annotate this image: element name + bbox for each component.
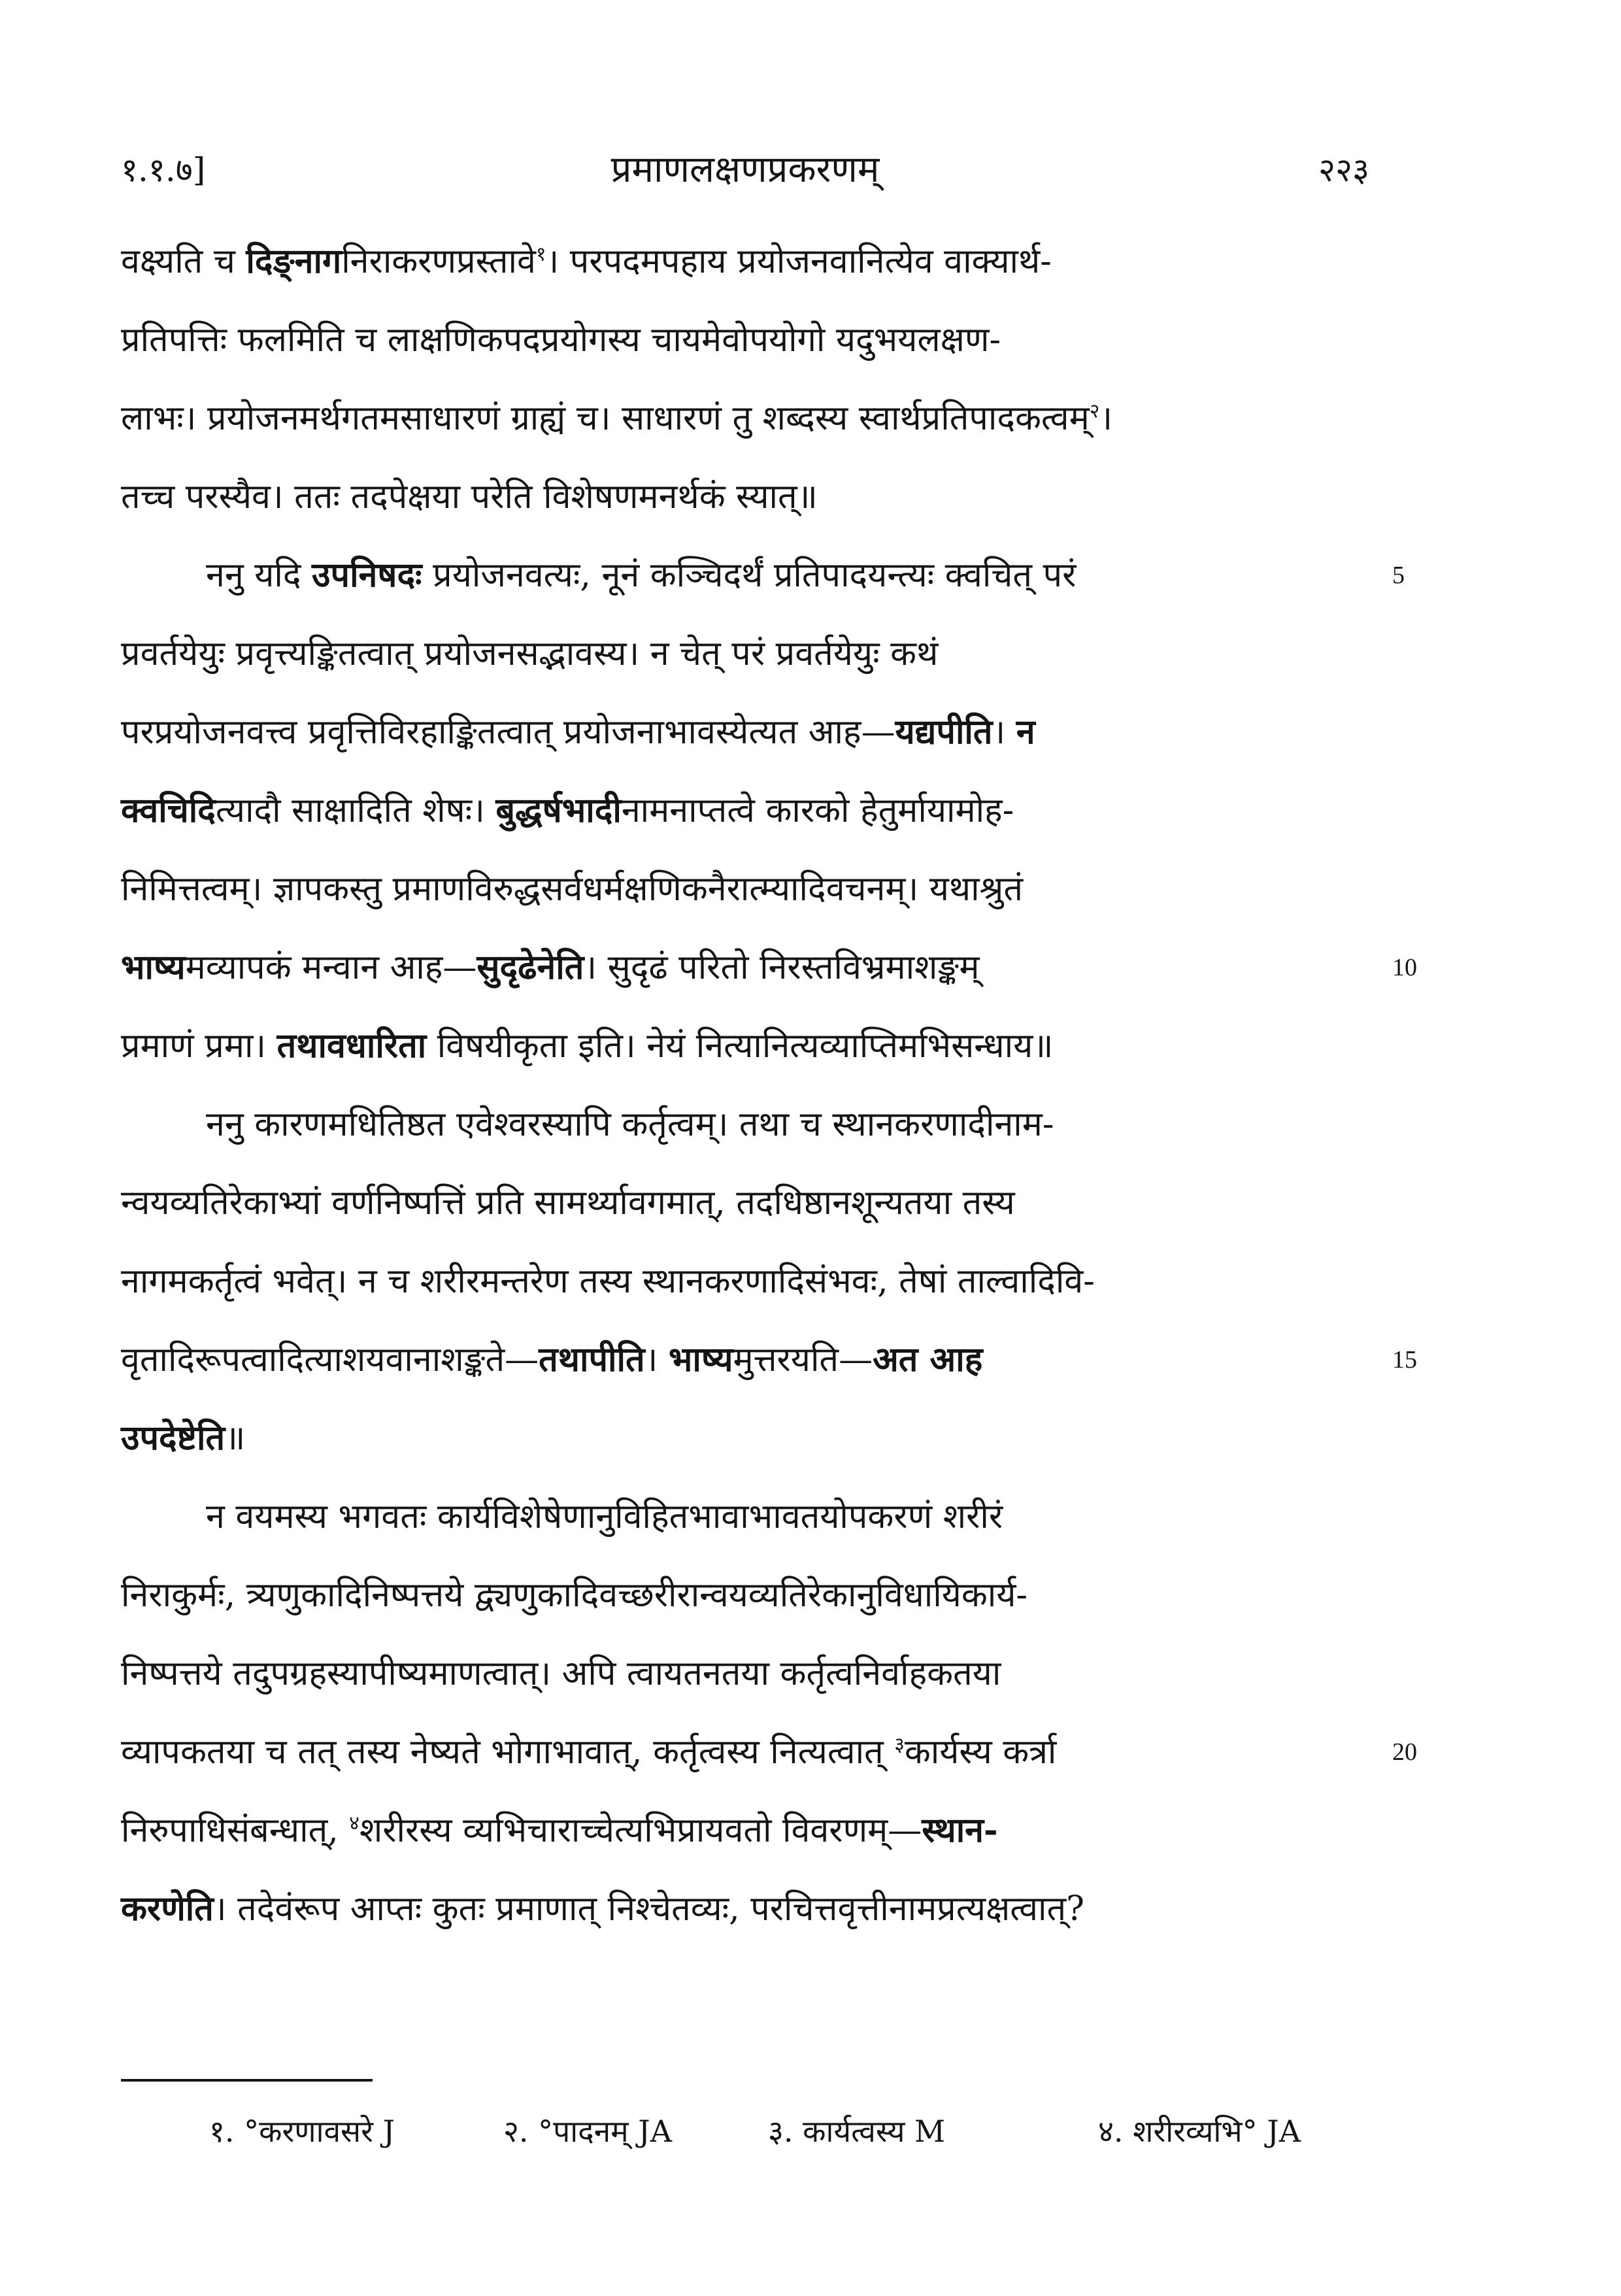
footnotes — [209, 2105, 1373, 2157]
footnote-marker: ४ — [349, 1812, 359, 1835]
text-segment: वक्ष्यति च — [121, 242, 246, 281]
text-segment: मुत्तरयति— — [733, 1340, 873, 1379]
text-line — [121, 928, 1369, 1007]
text-line — [121, 771, 1369, 850]
text-line — [121, 1164, 1369, 1242]
text-segment: वृतादिरूपत्वादित्याशयवानाशङ्कते— — [121, 1340, 539, 1379]
text-segment: । — [992, 713, 1016, 752]
text-line — [121, 1399, 1369, 1477]
text-segment: ननु कारणमधितिष्ठत एवेश्वरस्यापि कर्तृत्वम्। तथा च स्थानकरणादीनाम- — [206, 1105, 1054, 1144]
text-segment: । सुदृढं परितो निरस्तविभ्रमाशङ्कम् — [584, 948, 980, 987]
line-number: 15 — [1392, 1346, 1417, 1374]
text-segment: नामनाप्तत्वे कारको हेतुर्मायामोह- — [621, 791, 1014, 830]
bold-lemma: भाष्य — [121, 947, 186, 987]
text-segment: न वयमस्य भगवतः कार्यविशेषेणानुविहितभावाभावतयोपकरणं शरीरं — [206, 1497, 1003, 1536]
text-segment: । तदेवंरूप आप्तः कुतः प्रमाणात् निश्चेतव्यः, परचित्तवृत्तीनामप्रत्यक्षत्वात्? — [213, 1889, 1084, 1929]
text-segment: त्यादौ साक्षादिति शेषः। — [215, 791, 496, 830]
bold-lemma: करणेति — [121, 1889, 214, 1929]
bold-lemma: उपदेष्टेति — [121, 1418, 226, 1458]
text-segment: निराकुर्मः, त्र्यणुकादिनिष्पत्तये द्व्यणुकादिवच्छरीरान्वयव्यतिरेकानुविधायिकार्य- — [121, 1576, 1028, 1615]
text-line — [121, 222, 1369, 301]
text-segment: न्वयव्यतिरेकाभ्यां वर्णनिष्पत्तिं प्रति सामर्थ्यावगमात्, तदधिष्ठानशून्यतया तस्य — [121, 1183, 1015, 1223]
text-segment: तच्च परस्यैव। ततः तदपेक्षया परेति विशेषणमनर्थकं स्यात्॥ — [121, 477, 818, 516]
footnote-2: २. °पादनम् JA — [503, 2114, 672, 2149]
text-segment: प्रमाणं प्रमा। — [121, 1026, 277, 1066]
text-segment: निराकरणप्रस्तावे — [341, 242, 536, 281]
text-line — [121, 1477, 1369, 1556]
text-line — [121, 1791, 1369, 1870]
footnote-marker: १ — [535, 243, 546, 266]
main-text — [121, 222, 1369, 1948]
text-line — [121, 1242, 1369, 1321]
text-line — [121, 301, 1369, 379]
text-segment: । — [644, 1340, 669, 1379]
text-line — [121, 850, 1369, 928]
text-line — [121, 379, 1369, 458]
line-number: 10 — [1392, 954, 1417, 981]
text-segment: निमित्तत्वम्। ज्ञापकस्तु प्रमाणविरुद्धसर्वधर्मक्षणिकनैरात्म्यादिवचनम्। यथाश्रुतं — [121, 869, 1024, 909]
bold-lemma: सुदृढेनेति — [476, 947, 584, 987]
bold-lemma: अत आह — [873, 1340, 983, 1379]
bold-lemma: बुद्धर्षभादी — [495, 790, 622, 830]
bold-lemma: क्वचिदि — [121, 790, 216, 830]
text-segment: ननु यदि — [206, 556, 312, 595]
footnote-1: १. °करणावसरे J — [209, 2114, 395, 2149]
text-segment: व्यापकतया च तत् तस्य नेष्यते भोगाभावात्, कर्तृत्वस्य नित्यत्वात् — [121, 1732, 895, 1772]
bold-lemma: भाष्य — [668, 1340, 733, 1379]
footnote-4: ४. शरीरव्यभि° JA — [1098, 2114, 1301, 2149]
text-segment: कार्यस्य कर्त्रा — [904, 1732, 1057, 1772]
text-segment: प्रवर्तयेयुः प्रवृत्त्यङ्कितत्वात् प्रयोजनसद्भावस्य। न चेत् परं प्रवर्तयेयुः कथं — [121, 634, 939, 673]
text-segment: लाभः। प्रयोजनमर्थगतमसाधारणं ग्राह्यं च। साधारणं तु शब्दस्य स्वार्थप्रतिपादकत्वम् — [121, 399, 1090, 438]
line-number: 20 — [1392, 1738, 1417, 1766]
text-line — [121, 693, 1369, 771]
text-line — [121, 536, 1369, 615]
text-segment: नागमकर्तृत्वं भवेत्। न च शरीरमन्तरेण तस्य स्थानकरणादिसंभवः, तेषां ताल्वादिवि- — [121, 1262, 1095, 1301]
text-segment: । — [1099, 399, 1113, 438]
text-line — [121, 1321, 1369, 1399]
text-line — [121, 1870, 1369, 1948]
chapter-title: प्रमाणलक्षणप्रकरणम् — [610, 148, 880, 191]
bold-lemma: तथापीति — [539, 1340, 645, 1379]
text-line — [121, 1634, 1369, 1713]
text-segment: निरुपाधिसंबन्धात्, — [121, 1811, 350, 1850]
text-segment: शरीरस्य व्यभिचाराच्चेत्यभिप्रायवतो विवरणम्— — [359, 1811, 922, 1850]
text-segment: मव्यापकं मन्वान आह— — [185, 948, 477, 987]
text-segment: निष्पत्तये तदुपग्रहस्यापीष्यमाणत्वात्। अपि त्वायतनतया कर्तृत्वनिर्वाहकतया — [121, 1654, 1001, 1693]
footnote-separator — [121, 2079, 373, 2082]
bold-lemma: दिङ्नाग — [246, 241, 342, 281]
text-segment: प्रतिपत्तिः फलमिति च लाक्षणिकपदप्रयोगस्य चायमेवोपयोगो यदुभयलक्षण- — [121, 320, 1001, 360]
text-line — [121, 1713, 1369, 1791]
footnote-3: ३. कार्यत्वस्य M — [768, 2114, 946, 2149]
text-segment: परप्रयोजनवत्त्व प्रवृत्तिविरहाङ्कितत्वात् प्रयोजनाभावस्येत्यत आह— — [121, 713, 895, 752]
text-segment: ॥ — [225, 1419, 246, 1458]
page-number: २२३ — [1318, 151, 1369, 189]
text-line — [121, 1085, 1369, 1164]
text-line — [121, 458, 1369, 536]
bold-lemma: यद्यपीति — [895, 712, 993, 752]
footnote-marker: ३ — [894, 1733, 905, 1757]
bold-lemma: न — [1016, 712, 1035, 752]
text-segment: । परपदमपहाय प्रयोजनवानित्येव वाक्यार्थ- — [546, 242, 1052, 281]
running-head — [121, 131, 1369, 209]
bold-lemma: उपनिषदः — [312, 555, 422, 595]
text-line — [121, 1556, 1369, 1634]
bold-lemma: स्थान- — [922, 1810, 998, 1850]
text-line — [121, 615, 1369, 693]
text-line — [121, 1007, 1369, 1085]
text-segment: विषयीकृता इति। नेयं नित्यानित्यव्याप्तिमभिसन्धाय॥ — [426, 1026, 1054, 1066]
footnote-marker: २ — [1089, 399, 1100, 423]
text-segment: प्रयोजनवत्यः, नूनं कञ्चिदर्थं प्रतिपादयन्त्यः क्वचित् परं — [422, 556, 1077, 595]
bold-lemma: तथावधारिता — [276, 1026, 427, 1066]
section-reference: १.१.७] — [121, 151, 206, 189]
line-number: 5 — [1392, 562, 1405, 589]
